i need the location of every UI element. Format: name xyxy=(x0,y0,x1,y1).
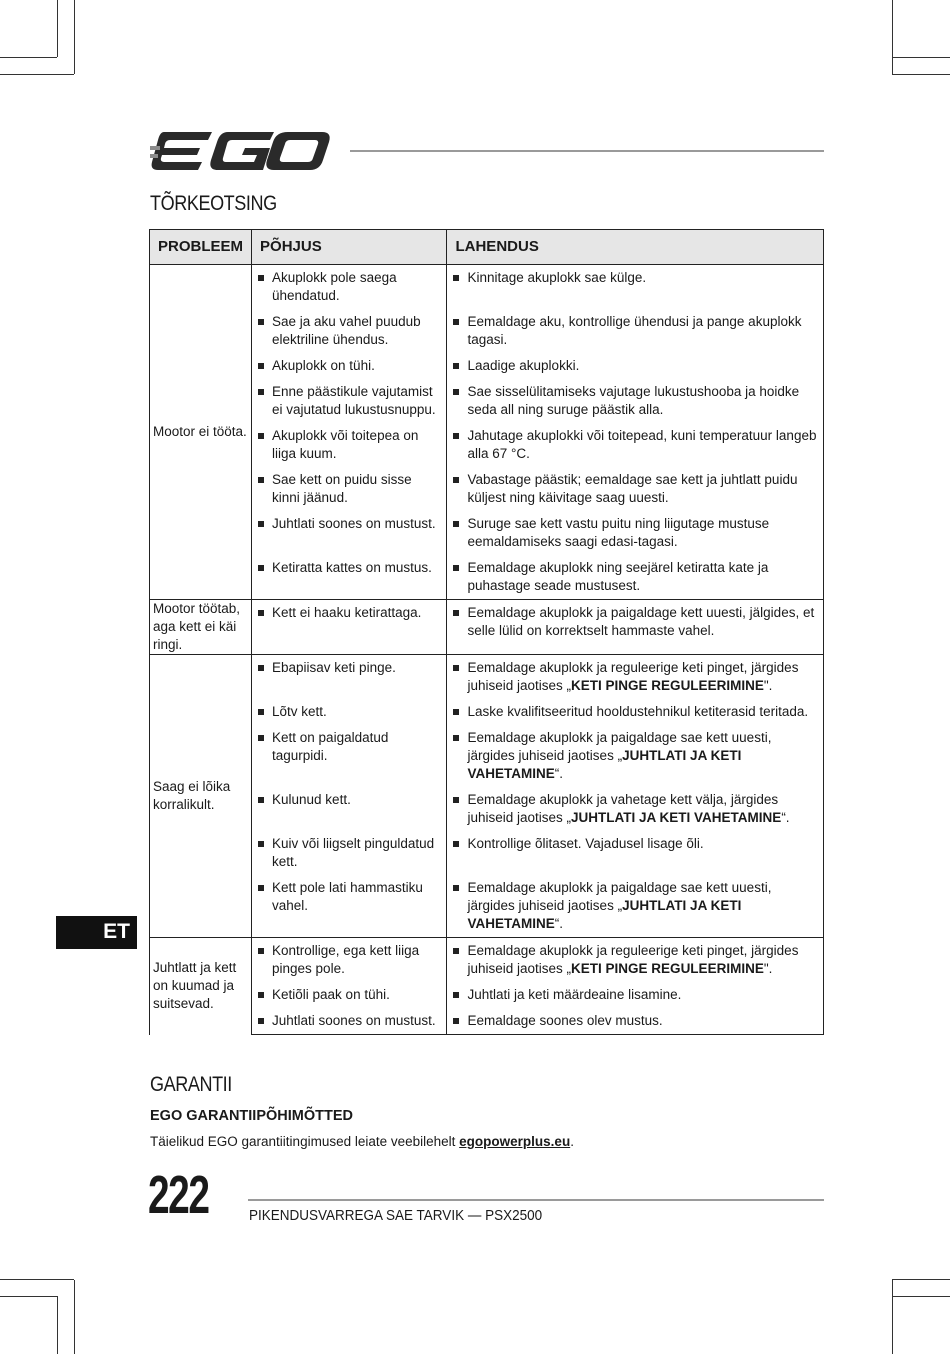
solution-cell xyxy=(447,1008,824,1035)
cause-bullet xyxy=(252,938,446,982)
cause-text: Enne päästikule vajutamist ei vajutatud lukustusnuppu. xyxy=(272,384,436,417)
solution-text: Jahutage akuplokki või toitepead, kuni temperatuur langeb alla 67 °C. xyxy=(467,428,817,461)
crop-mark xyxy=(892,74,950,75)
cause-cell xyxy=(252,982,447,1008)
table-row xyxy=(150,1008,824,1035)
page-number: 222 xyxy=(148,1165,209,1225)
solution-text-end: “. xyxy=(554,766,563,781)
solution-body xyxy=(467,383,817,419)
cause-bullet xyxy=(252,787,446,813)
solution-bullet xyxy=(447,725,823,787)
solution-bullet xyxy=(447,353,823,379)
solution-cell xyxy=(447,938,824,983)
crop-mark xyxy=(0,57,57,58)
header-cause: PÕHJUS xyxy=(252,230,447,265)
bullet-square-icon xyxy=(453,665,459,671)
solution-text: Vabastage päästik; eemaldage sae kett ja juhtlatt puidu küljest ning käivitage saag uuesti. xyxy=(467,472,798,505)
cause-text: Ketiratta kattes on mustus. xyxy=(272,560,432,575)
bullet-square-icon xyxy=(453,433,459,439)
cause-text: Kontrollige, ega kett liiga pinges pole. xyxy=(272,943,420,976)
troubleshooting-table xyxy=(149,229,824,1035)
solution-text: Eemaldage akuplokk ja paigaldage kett uuesti, jälgides, et selle lülid on korrektselt hammaste vahel. xyxy=(467,605,815,638)
solution-cell xyxy=(447,423,824,467)
cause-cell xyxy=(252,467,447,511)
cause-text: Sae ja aku vahel puudub elektriline ühendus. xyxy=(272,314,421,347)
language-tab: ET xyxy=(56,916,137,949)
bullet-square-icon xyxy=(258,1018,264,1024)
solution-text: Eemaldage aku, kontrollige ühendusi ja pange akuplokk tagasi. xyxy=(467,314,802,347)
solution-cell xyxy=(447,725,824,787)
solution-bullet xyxy=(447,787,823,831)
footer-rule xyxy=(248,1199,824,1201)
bullet-square-icon xyxy=(453,565,459,571)
table-row xyxy=(150,555,824,600)
solution-text-end: ". xyxy=(763,678,773,693)
solution-body xyxy=(467,471,817,507)
bullet-square-icon xyxy=(258,521,264,527)
solution-cell xyxy=(447,309,824,353)
cause-bullet xyxy=(252,309,446,353)
solution-body xyxy=(467,269,817,287)
solution-body xyxy=(467,1012,817,1030)
bullet-square-icon xyxy=(453,319,459,325)
warranty-text xyxy=(150,1134,574,1149)
crop-mark xyxy=(893,1296,950,1297)
solution-text-end: “. xyxy=(781,810,790,825)
cause-bullet xyxy=(252,511,446,537)
solution-text: Eemaldage soones olev mustus. xyxy=(467,1013,663,1028)
solution-cell xyxy=(447,555,824,600)
solution-body xyxy=(467,791,817,827)
table-row xyxy=(150,379,824,423)
bullet-square-icon xyxy=(258,275,264,281)
crop-mark xyxy=(892,1280,893,1354)
bullet-square-icon xyxy=(258,797,264,803)
bullet-square-icon xyxy=(453,841,459,847)
cause-bullet xyxy=(252,353,446,379)
header-solution: LAHENDUS xyxy=(447,230,824,265)
bullet-square-icon xyxy=(258,477,264,483)
cause-cell xyxy=(252,423,447,467)
cause-text: Kett pole lati hammastiku vahel. xyxy=(272,880,423,913)
cause-text: Akuplokk on tühi. xyxy=(272,358,375,373)
bullet-square-icon xyxy=(258,363,264,369)
cause-cell xyxy=(252,1008,447,1035)
cause-text: Kett ei haaku ketirattaga. xyxy=(272,605,422,620)
solution-section-ref: KETI PINGE REGULEERIMINE xyxy=(571,961,764,976)
solution-cell xyxy=(447,699,824,725)
bullet-square-icon xyxy=(453,992,459,998)
solution-cell xyxy=(447,353,824,379)
solution-bullet xyxy=(447,265,823,291)
cause-text: Kulunud kett. xyxy=(272,792,351,807)
table-row xyxy=(150,787,824,831)
solution-body xyxy=(467,604,817,640)
solution-bullet xyxy=(447,655,823,699)
solution-bullet xyxy=(447,309,823,353)
problem-cell: Saag ei lõika korralikult. xyxy=(150,655,252,938)
warranty-link[interactable]: egopowerplus.eu xyxy=(459,1134,571,1149)
bullet-square-icon xyxy=(258,841,264,847)
solution-bullet xyxy=(447,379,823,423)
cause-cell xyxy=(252,699,447,725)
solution-body xyxy=(467,659,817,695)
cause-cell xyxy=(252,787,447,831)
table-row xyxy=(150,353,824,379)
solution-cell xyxy=(447,982,824,1008)
cause-cell xyxy=(252,875,447,938)
bullet-square-icon xyxy=(453,885,459,891)
solution-bullet xyxy=(447,831,823,857)
bullet-square-icon xyxy=(453,797,459,803)
bullet-square-icon xyxy=(258,565,264,571)
bullet-square-icon xyxy=(453,363,459,369)
cause-bullet xyxy=(252,265,446,309)
solution-section-ref: JUHTLATI JA KETI VAHETAMINE xyxy=(467,748,742,781)
solution-cell xyxy=(447,265,824,310)
cause-bullet xyxy=(252,982,446,1008)
table-row xyxy=(150,831,824,875)
solution-cell xyxy=(447,600,824,655)
solution-cell xyxy=(447,467,824,511)
crop-mark xyxy=(74,0,75,74)
crop-mark xyxy=(892,0,893,74)
table-row xyxy=(150,725,824,787)
bullet-square-icon xyxy=(258,735,264,741)
cause-bullet xyxy=(252,423,446,467)
crop-mark xyxy=(0,1279,74,1280)
table-row xyxy=(150,982,824,1008)
solution-text-end: “. xyxy=(554,916,563,931)
table-row xyxy=(150,423,824,467)
table-body xyxy=(150,265,824,1035)
cause-bullet xyxy=(252,600,446,626)
solution-body xyxy=(467,942,817,978)
solution-body xyxy=(467,879,817,933)
solution-cell xyxy=(447,831,824,875)
cause-bullet xyxy=(252,655,446,681)
crop-mark xyxy=(57,0,58,57)
solution-section-ref: JUHTLATI JA KETI VAHETAMINE xyxy=(467,898,742,931)
solution-text: Laske kvalifitseeritud hooldustehnikul ketiterasid teritada. xyxy=(467,704,809,719)
warranty-title: GARANTII xyxy=(150,1073,232,1096)
cause-text: Kuiv või liigselt pinguldatud kett. xyxy=(272,836,435,869)
bullet-square-icon xyxy=(258,665,264,671)
solution-body xyxy=(467,703,817,721)
solution-text: Eemaldage akuplokk ning seejärel ketiratta kate ja puhastage seade mustusest. xyxy=(467,560,769,593)
solution-body xyxy=(467,729,817,783)
cause-cell xyxy=(252,725,447,787)
solution-cell xyxy=(447,655,824,700)
solution-cell xyxy=(447,379,824,423)
crop-mark xyxy=(0,1296,57,1297)
bullet-square-icon xyxy=(453,477,459,483)
problem-cell: Juhtlatt ja kett on kuumad ja suitsevad. xyxy=(150,938,252,1035)
bullet-square-icon xyxy=(453,275,459,281)
solution-bullet xyxy=(447,875,823,937)
solution-text: Eemaldage akuplokk ja reguleerige keti pinget, järgides juhiseid jaotises „ xyxy=(467,660,799,693)
cause-bullet xyxy=(252,831,446,875)
cause-bullet xyxy=(252,699,446,725)
solution-bullet xyxy=(447,938,823,982)
solution-body xyxy=(467,986,817,1004)
bullet-square-icon xyxy=(258,319,264,325)
cause-bullet xyxy=(252,555,446,581)
warranty-text-start: Täielikud EGO garantiitingimused leiate veebilehelt xyxy=(150,1134,460,1149)
header-problem: PROBLEEM xyxy=(150,230,252,265)
solution-cell xyxy=(447,875,824,938)
cause-text: Lõtv kett. xyxy=(272,704,327,719)
cause-bullet xyxy=(252,467,446,511)
bullet-square-icon xyxy=(258,709,264,715)
bullet-square-icon xyxy=(453,709,459,715)
bullet-square-icon xyxy=(258,610,264,616)
cause-text: Sae kett on puidu sisse kinni jäänud. xyxy=(272,472,412,505)
warranty-text-end: . xyxy=(570,1134,574,1149)
solution-text: Eemaldage akuplokk ja paigaldage sae kett uuesti, järgides juhiseid jaotises „ xyxy=(467,730,772,763)
problem-cell: Mootor töötab, aga kett ei käi ringi. xyxy=(150,600,252,655)
solution-body xyxy=(467,515,817,551)
solution-text: Kinnitage akuplokk sae külge. xyxy=(467,270,647,285)
bullet-square-icon xyxy=(453,521,459,527)
solution-text: Sae sisselülitamiseks vajutage lukustushooba ja hoidke seda all ning suruge päästik alla. xyxy=(467,384,800,417)
troubleshooting-title: TÕRKEOTSING xyxy=(150,192,277,215)
solution-body xyxy=(467,559,817,595)
solution-text: Eemaldage akuplokk ja reguleerige keti pinget, järgides juhiseid jaotises „ xyxy=(467,943,799,976)
solution-body xyxy=(467,835,817,853)
cause-cell xyxy=(252,309,447,353)
cause-cell xyxy=(252,511,447,555)
table-row xyxy=(150,309,824,353)
crop-mark xyxy=(893,57,950,58)
table-row xyxy=(150,655,824,700)
table-row xyxy=(150,265,824,310)
bullet-square-icon xyxy=(453,610,459,616)
solution-cell xyxy=(447,511,824,555)
problem-cell: Mootor ei tööta. xyxy=(150,265,252,600)
cause-text: Juhtlati soones on mustust. xyxy=(272,516,436,531)
cause-cell xyxy=(252,600,447,655)
bullet-square-icon xyxy=(453,1018,459,1024)
solution-text-end: ". xyxy=(763,961,773,976)
table-row xyxy=(150,875,824,938)
cause-cell xyxy=(252,379,447,423)
cause-text: Akuplokk või toitepea on liiga kuum. xyxy=(272,428,419,461)
solution-text: Eemaldage akuplokk ja paigaldage sae kett uuesti, järgides juhiseid jaotises „ xyxy=(467,880,772,913)
table-header-row xyxy=(150,230,824,265)
warranty-subtitle: EGO GARANTIIPÕHIMÕTTED xyxy=(150,1108,353,1124)
cause-text: Akuplokk pole saega ühendatud. xyxy=(272,270,397,303)
cause-cell xyxy=(252,555,447,600)
solution-bullet xyxy=(447,511,823,555)
solution-body xyxy=(467,427,817,463)
crop-mark xyxy=(74,1280,75,1354)
crop-mark xyxy=(57,1296,58,1354)
table-row xyxy=(150,938,824,983)
cause-cell xyxy=(252,265,447,310)
table-row xyxy=(150,600,824,655)
cause-text: Juhtlati soones on mustust. xyxy=(272,1013,436,1028)
solution-section-ref: KETI PINGE REGULEERIMINE xyxy=(571,678,764,693)
solution-text: Kontrollige õlitaset. Vajadusel lisage õli. xyxy=(467,836,704,851)
cause-cell xyxy=(252,353,447,379)
solution-text: Laadige akuplokki. xyxy=(467,358,580,373)
solution-cell xyxy=(447,787,824,831)
solution-text: Eemaldage akuplokk ja vahetage kett välja, järgides juhiseid jaotises „ xyxy=(467,792,779,825)
cause-bullet xyxy=(252,725,446,769)
solution-bullet xyxy=(447,467,823,511)
bullet-square-icon xyxy=(258,389,264,395)
solution-bullet xyxy=(447,982,823,1008)
solution-section-ref: JUHTLATI JA KETI VAHETAMINE xyxy=(571,810,782,825)
cause-cell xyxy=(252,831,447,875)
solution-bullet xyxy=(447,1008,823,1034)
ego-logo xyxy=(150,128,332,172)
bullet-square-icon xyxy=(258,885,264,891)
solution-body xyxy=(467,313,817,349)
cause-text: Kett on paigaldatud tagurpidi. xyxy=(272,730,389,763)
table-row xyxy=(150,511,824,555)
solution-bullet xyxy=(447,555,823,599)
cause-text: Ebapiisav keti pinge. xyxy=(272,660,396,675)
cause-cell xyxy=(252,655,447,700)
bullet-square-icon xyxy=(453,389,459,395)
crop-mark xyxy=(0,74,74,75)
footer-product: PIKENDUSVARREGA SAE TARVIK — PSX2500 xyxy=(249,1207,543,1224)
solution-text: Suruge sae kett vastu puitu ning liigutage mustuse eemaldamiseks saagi edasi-tagasi. xyxy=(467,516,770,549)
solution-bullet xyxy=(447,600,823,644)
crop-mark xyxy=(892,1279,950,1280)
cause-text: Ketiõli paak on tühi. xyxy=(272,987,390,1002)
bullet-square-icon xyxy=(258,992,264,998)
bullet-square-icon xyxy=(258,948,264,954)
header-rule xyxy=(350,150,824,152)
solution-bullet xyxy=(447,423,823,467)
bullet-square-icon xyxy=(453,735,459,741)
solution-body xyxy=(467,357,817,375)
bullet-square-icon xyxy=(258,433,264,439)
cause-bullet xyxy=(252,875,446,919)
table-row xyxy=(150,699,824,725)
cause-bullet xyxy=(252,1008,446,1034)
solution-text: Juhtlati ja keti määrdeaine lisamine. xyxy=(467,987,682,1002)
bullet-square-icon xyxy=(453,948,459,954)
cause-cell xyxy=(252,938,447,983)
cause-bullet xyxy=(252,379,446,423)
solution-bullet xyxy=(447,699,823,725)
table-row xyxy=(150,467,824,511)
